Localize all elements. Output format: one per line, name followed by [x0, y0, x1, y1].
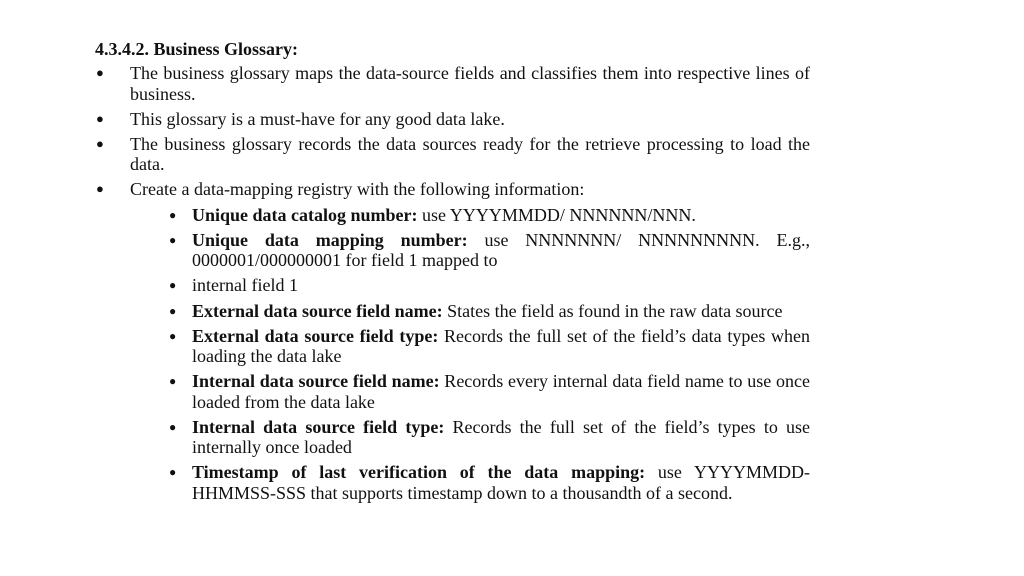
list-item: ● The business glossary maps the data-source fields and classifies them into respective lines of business.: [95, 63, 810, 104]
sub-list-item: [165, 462, 810, 503]
definition: use NNNNNNN/ NNNNNNNNN. E.g., 0000001/000000001 for field 1 mapped to: [192, 229, 810, 271]
sub-list-item: [165, 230, 810, 271]
sub-list-item: [165, 301, 810, 322]
term: Timestamp of last verification of the data mapping:: [192, 462, 646, 483]
list-item: ● This glossary is a must-have for any good data lake.: [95, 109, 810, 130]
bullet-list: [95, 63, 810, 503]
definition: Records the full set of the field’s data types when loading the data lake: [192, 325, 810, 367]
document-page: [95, 38, 810, 508]
sub-list-item: [165, 417, 810, 458]
sub-list-item: [165, 275, 810, 296]
list-item-text: Create a data-mapping registry with the following information:: [130, 179, 585, 200]
sub-list-item: [165, 326, 810, 367]
section-heading: 4.3.4.2. Business Glossary:: [95, 39, 299, 59]
term: Internal data source field name:: [192, 371, 440, 392]
term: External data source field type:: [192, 325, 439, 346]
sub-bullet-list: [130, 205, 810, 504]
definition: use YYYYMMDD/ NNNNNN/NNN.: [417, 204, 696, 225]
term: External data source field name:: [192, 300, 443, 321]
term: Internal data source field type:: [192, 416, 445, 437]
sub-list-item: [165, 205, 810, 226]
list-item: ● The business glossary records the data sources ready for the retrieve processing to load the data.: [95, 134, 810, 175]
term: Unique data mapping number:: [192, 229, 468, 250]
definition: States the field as found in the raw data source: [442, 300, 783, 321]
list-item: [95, 179, 810, 503]
definition: internal field 1: [192, 275, 298, 296]
definition: Records the full set of the field’s types to use internally once loaded: [192, 416, 810, 458]
sub-list-item: [165, 371, 810, 412]
term: Unique data catalog number:: [192, 204, 418, 225]
definition: use YYYYMMDD-HHMMSS-SSS that supports timestamp down to a thousandth of a second.: [192, 462, 810, 503]
definition: Records every internal data field name to use once loaded from the data lake: [192, 371, 810, 412]
